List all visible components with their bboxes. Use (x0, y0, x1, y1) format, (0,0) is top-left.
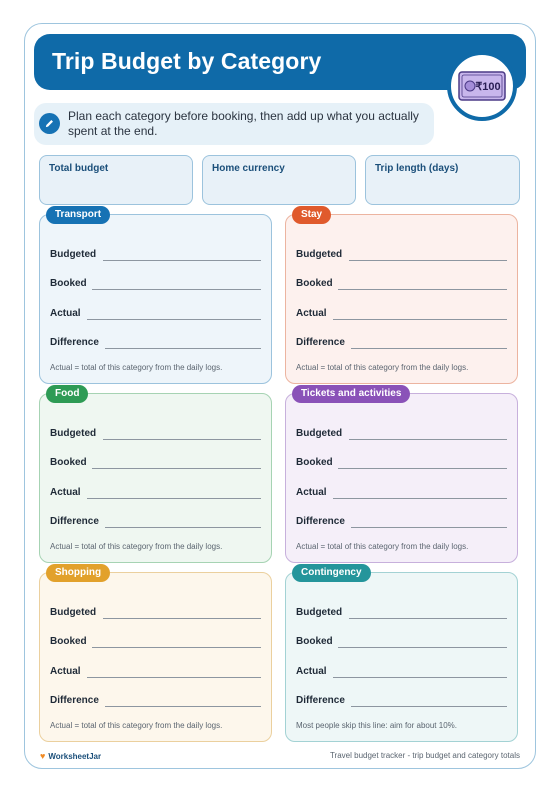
entry-line-difference[interactable] (351, 527, 507, 528)
row-label-budgeted: Budgeted (296, 249, 343, 260)
entry-line-difference[interactable] (105, 527, 261, 528)
entry-line-actual[interactable] (333, 677, 507, 678)
badge-amount: ₹100 (475, 81, 501, 93)
footer-tagline: Travel budget tracker - trip budget and category totals (329, 751, 520, 760)
entry-line-booked[interactable] (338, 289, 507, 290)
category-card-shopping (39, 567, 272, 742)
row-label-actual: Actual (50, 308, 81, 319)
entry-line-budgeted[interactable] (349, 439, 507, 440)
entry-line-budgeted[interactable] (103, 618, 261, 619)
brand-name: WorksheetJar (48, 752, 102, 761)
row-label-difference: Difference (296, 695, 345, 706)
entry-line-booked[interactable] (92, 289, 261, 290)
entry-line-actual[interactable] (87, 319, 261, 320)
category-card-tickets-and-activities (285, 388, 518, 563)
row-label-budgeted: Budgeted (296, 428, 343, 439)
category-note: Actual = total of this category from the daily logs. (50, 542, 223, 551)
entry-line-budgeted[interactable] (103, 439, 261, 440)
entry-line-difference[interactable] (105, 706, 261, 707)
row-label-difference: Difference (50, 695, 99, 706)
category-note: Actual = total of this category from the daily logs. (296, 542, 469, 551)
entry-line-booked[interactable] (92, 647, 261, 648)
category-card-transport (39, 209, 272, 384)
row-label-difference: Difference (50, 516, 99, 527)
intro-text: Plan each category before booking, then add up what you actually spent at the end. (68, 109, 419, 138)
category-note: Most people skip this line: aim for about 10%. (296, 721, 457, 730)
footer-brand (40, 751, 101, 761)
row-label-booked: Booked (50, 278, 87, 289)
page-title: Trip Budget by Category (52, 48, 322, 74)
row-label-difference: Difference (296, 516, 345, 527)
category-label: Contingency (292, 564, 371, 582)
row-label-booked: Booked (296, 457, 333, 468)
row-label-actual: Actual (50, 666, 81, 677)
entry-line-actual[interactable] (87, 498, 261, 499)
entry-line-actual[interactable] (87, 677, 261, 678)
home-currency-field[interactable] (202, 155, 356, 205)
total-budget-field[interactable] (39, 155, 193, 205)
row-label-budgeted: Budgeted (50, 428, 97, 439)
trip-length-label: Trip length (days) (375, 163, 459, 174)
home-currency-label: Home currency (212, 163, 285, 174)
entry-line-booked[interactable] (92, 468, 261, 469)
row-label-actual: Actual (50, 487, 81, 498)
category-label: Tickets and activities (292, 385, 410, 403)
entry-line-actual[interactable] (333, 319, 507, 320)
row-label-budgeted: Budgeted (50, 607, 97, 618)
trip-length-field[interactable] (365, 155, 520, 205)
currency-badge (447, 51, 517, 121)
row-label-actual: Actual (296, 487, 327, 498)
entry-line-budgeted[interactable] (349, 260, 507, 261)
entry-line-difference[interactable] (351, 706, 507, 707)
entry-line-difference[interactable] (351, 348, 507, 349)
category-label: Food (46, 385, 88, 403)
total-budget-label: Total budget (49, 163, 109, 174)
heart-icon: ♥ (40, 751, 46, 761)
category-card-stay (285, 209, 518, 384)
row-label-difference: Difference (50, 337, 99, 348)
row-label-booked: Booked (296, 636, 333, 647)
entry-line-budgeted[interactable] (103, 260, 261, 261)
entry-line-budgeted[interactable] (349, 618, 507, 619)
category-note: Actual = total of this category from the daily logs. (296, 363, 469, 372)
category-card-food (39, 388, 272, 563)
category-label: Shopping (46, 564, 110, 582)
row-label-budgeted: Budgeted (296, 607, 343, 618)
row-label-actual: Actual (296, 308, 327, 319)
entry-line-booked[interactable] (338, 647, 507, 648)
row-label-actual: Actual (296, 666, 327, 677)
entry-line-booked[interactable] (338, 468, 507, 469)
row-label-booked: Booked (50, 457, 87, 468)
row-label-booked: Booked (296, 278, 333, 289)
pencil-icon (39, 113, 60, 134)
category-label: Transport (46, 206, 110, 224)
category-note: Actual = total of this category from the daily logs. (50, 363, 223, 372)
banknote-icon (458, 71, 506, 101)
row-label-difference: Difference (296, 337, 345, 348)
row-label-booked: Booked (50, 636, 87, 647)
entry-line-actual[interactable] (333, 498, 507, 499)
row-label-budgeted: Budgeted (50, 249, 97, 260)
category-label: Stay (292, 206, 331, 224)
category-card-contingency (285, 567, 518, 742)
category-note: Actual = total of this category from the daily logs. (50, 721, 223, 730)
entry-line-difference[interactable] (105, 348, 261, 349)
